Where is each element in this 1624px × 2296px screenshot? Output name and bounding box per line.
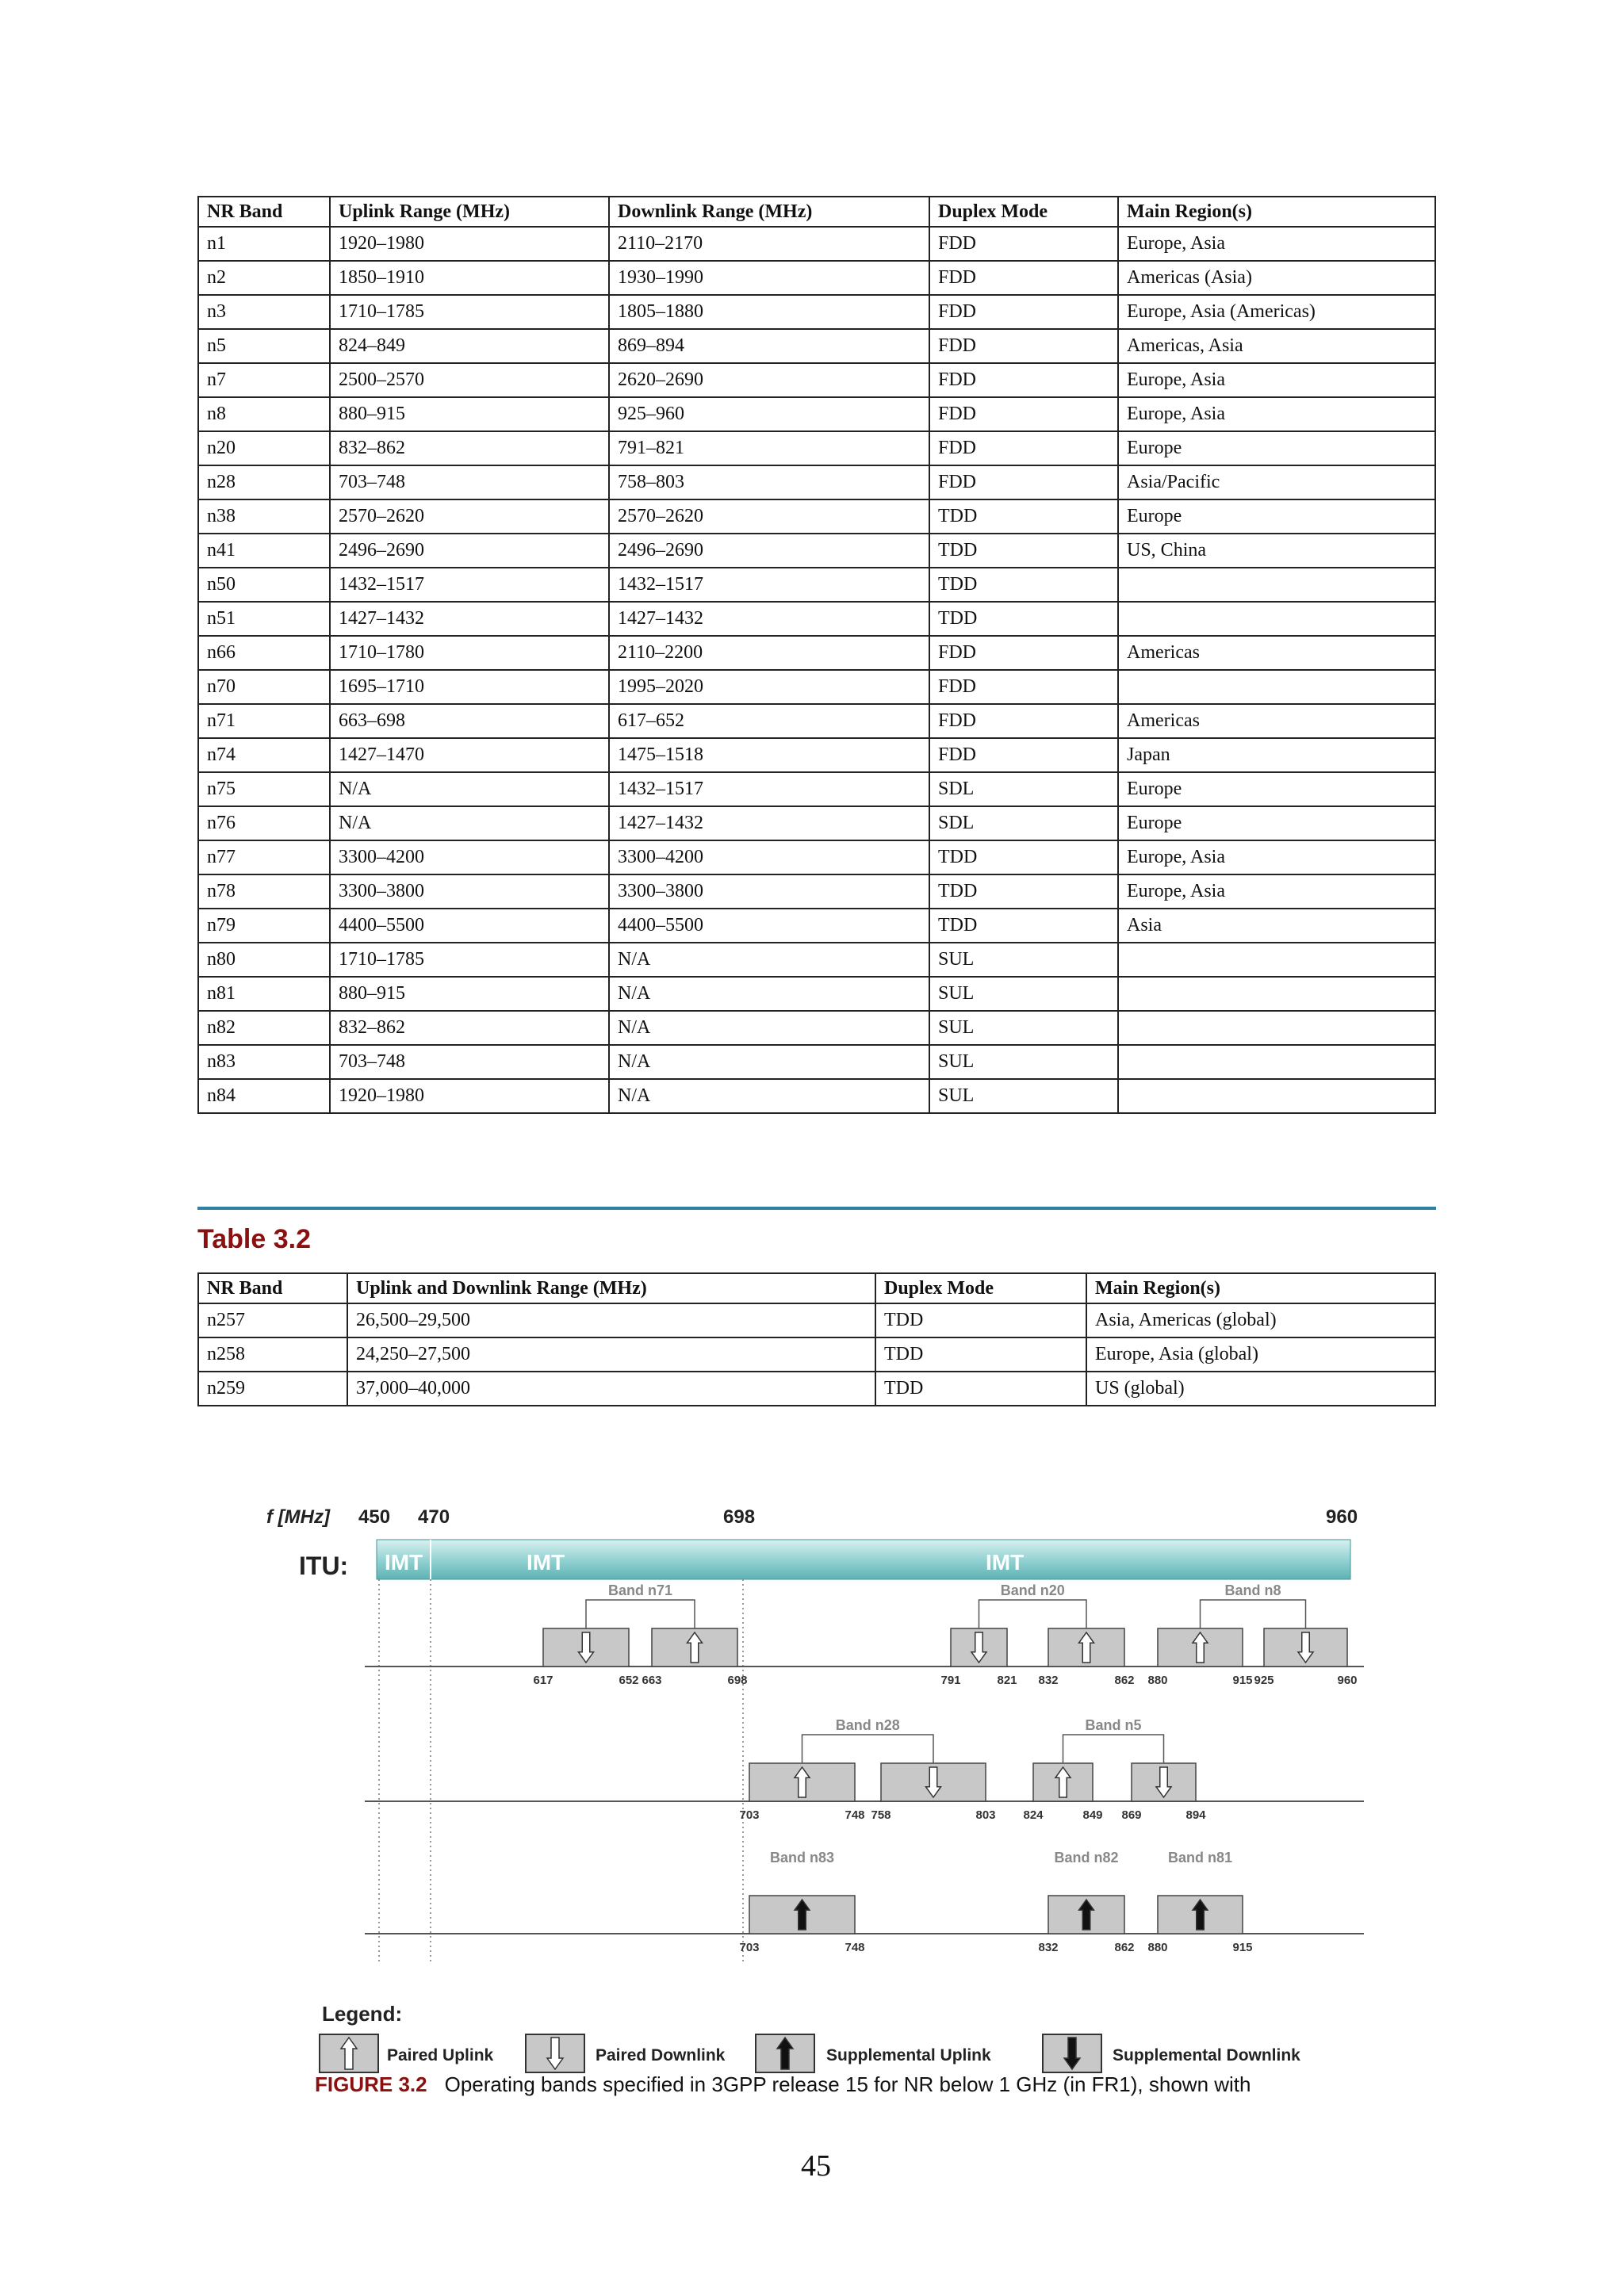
- col-header: Downlink Range (MHz): [609, 197, 929, 227]
- table-cell: Japan: [1118, 738, 1435, 772]
- table-cell: Asia: [1118, 909, 1435, 943]
- freq-tick-label: 915: [1232, 1941, 1253, 1954]
- col-header: Duplex Mode: [929, 197, 1118, 227]
- table-row: [198, 363, 1435, 397]
- col-header: Uplink Range (MHz): [330, 197, 609, 227]
- table-cell: 1710–1785: [330, 943, 609, 977]
- table-cell: 1710–1785: [330, 295, 609, 329]
- freq-tick-label: 821: [997, 1674, 1017, 1687]
- table-cell: FDD: [929, 670, 1118, 704]
- table-row: [198, 1372, 1435, 1406]
- band-bracket: [586, 1600, 695, 1628]
- table-cell: Europe, Asia: [1118, 840, 1435, 874]
- table-cell: Americas: [1118, 704, 1435, 738]
- legend-label: Supplemental Downlink: [1113, 2046, 1300, 2064]
- table-cell: Europe: [1118, 499, 1435, 534]
- table-row: [198, 465, 1435, 499]
- table-cell: n20: [198, 431, 330, 465]
- table-cell: n77: [198, 840, 330, 874]
- table-cell: 2500–2570: [330, 363, 609, 397]
- table-cell: 1695–1710: [330, 670, 609, 704]
- table-cell: FDD: [929, 227, 1118, 261]
- table-cell: 1805–1880: [609, 295, 929, 329]
- table-cell: [1118, 1045, 1435, 1079]
- table-row: [198, 431, 1435, 465]
- table-cell: 4400–5500: [609, 909, 929, 943]
- imt-label: IMT: [986, 1550, 1025, 1575]
- table-cell: SDL: [929, 772, 1118, 806]
- table-cell: Europe: [1118, 772, 1435, 806]
- band-group: [749, 1850, 855, 1934]
- table-cell: 703–748: [330, 1045, 609, 1079]
- table-cell: Europe: [1118, 431, 1435, 465]
- table-cell: TDD: [929, 534, 1118, 568]
- freq-tick-label: 849: [1082, 1808, 1103, 1822]
- table-row: [198, 704, 1435, 738]
- table-cell: n70: [198, 670, 330, 704]
- table-cell: 880–915: [330, 977, 609, 1011]
- table-cell: 703–748: [330, 465, 609, 499]
- table-cell: n2: [198, 261, 330, 295]
- freq-tick-label: 824: [1023, 1808, 1044, 1822]
- table-cell: 26,500–29,500: [347, 1303, 875, 1337]
- table-cell: 3300–3800: [609, 874, 929, 909]
- table-cell: n79: [198, 909, 330, 943]
- band-label: Band n81: [1167, 1850, 1233, 1866]
- table-cell: N/A: [609, 1045, 929, 1079]
- table-row: [198, 1303, 1435, 1337]
- table-row: [198, 806, 1435, 840]
- table-cell: n81: [198, 977, 330, 1011]
- table-cell: n75: [198, 772, 330, 806]
- table-cell: n82: [198, 1011, 330, 1045]
- freq-tick-label: 832: [1038, 1941, 1059, 1954]
- table-cell: Europe, Asia (global): [1086, 1337, 1435, 1372]
- freq-tick-label: 748: [845, 1808, 865, 1822]
- band-label: Band n8: [1224, 1582, 1281, 1598]
- table-cell: 1475–1518: [609, 738, 929, 772]
- table-cell: Europe, Asia: [1118, 227, 1435, 261]
- table-cell: Europe, Asia: [1118, 363, 1435, 397]
- freq-tick-label: 698: [727, 1674, 748, 1687]
- table-cell: n258: [198, 1337, 347, 1372]
- freq-tick-label: 894: [1185, 1808, 1206, 1822]
- table-cell: 2620–2690: [609, 363, 929, 397]
- table-cell: Asia/Pacific: [1118, 465, 1435, 499]
- table-cell: US, China: [1118, 534, 1435, 568]
- table-row: [198, 499, 1435, 534]
- top-tick-label: 960: [1326, 1506, 1358, 1528]
- table-cell: 869–894: [609, 329, 929, 363]
- table-cell: n78: [198, 874, 330, 909]
- table-row: [198, 227, 1435, 261]
- imt-label: IMT: [385, 1550, 423, 1575]
- table-cell: n66: [198, 636, 330, 670]
- table-header-row: [198, 197, 1435, 227]
- table-cell: 824–849: [330, 329, 609, 363]
- table-cell: n259: [198, 1372, 347, 1406]
- freq-tick-label: 880: [1147, 1941, 1168, 1954]
- table-cell: n76: [198, 806, 330, 840]
- band-diagram: [0, 1490, 1624, 2093]
- table-cell: FDD: [929, 431, 1118, 465]
- band-group: [1158, 1582, 1347, 1667]
- band-group: [951, 1582, 1124, 1667]
- table-cell: US (global): [1086, 1372, 1435, 1406]
- table-row: [198, 261, 1435, 295]
- table-cell: N/A: [330, 772, 609, 806]
- table-cell: SUL: [929, 1011, 1118, 1045]
- table-cell: 1427–1432: [330, 602, 609, 636]
- table-caption-text: Table 3.2: [197, 1224, 311, 1254]
- legend-label: Supplemental Uplink: [826, 2046, 991, 2064]
- table-cell: FDD: [929, 704, 1118, 738]
- col-header: Main Region(s): [1118, 197, 1435, 227]
- table-row: [198, 397, 1435, 431]
- table-cell: 832–862: [330, 431, 609, 465]
- band-label: Band n20: [1000, 1582, 1065, 1598]
- top-tick-label: 698: [723, 1506, 756, 1528]
- table-row: [198, 602, 1435, 636]
- table-cell: 1850–1910: [330, 261, 609, 295]
- table-cell: [1118, 943, 1435, 977]
- col-header: Uplink and Downlink Range (MHz): [347, 1273, 875, 1303]
- table-cell: N/A: [609, 1011, 929, 1045]
- table-cell: 832–862: [330, 1011, 609, 1045]
- table-cell: FDD: [929, 295, 1118, 329]
- table-cell: SUL: [929, 1045, 1118, 1079]
- table-cell: n28: [198, 465, 330, 499]
- col-header: Duplex Mode: [875, 1273, 1086, 1303]
- table-cell: 2570–2620: [609, 499, 929, 534]
- table-row: [198, 1011, 1435, 1045]
- table-cell: Europe: [1118, 806, 1435, 840]
- band-group: [1048, 1850, 1124, 1934]
- table-cell: Americas: [1118, 636, 1435, 670]
- legend-item: [320, 2034, 494, 2072]
- table-cell: TDD: [929, 568, 1118, 602]
- table-cell: n257: [198, 1303, 347, 1337]
- table-cell: FDD: [929, 636, 1118, 670]
- table-cell: 1427–1470: [330, 738, 609, 772]
- table-cell: N/A: [609, 977, 929, 1011]
- table-row: [198, 295, 1435, 329]
- table-cell: Asia, Americas (global): [1086, 1303, 1435, 1337]
- table-cell: 3300–4200: [609, 840, 929, 874]
- band-bracket: [979, 1600, 1087, 1628]
- table-cell: 2110–2200: [609, 636, 929, 670]
- table-cell: 1920–1980: [330, 1079, 609, 1113]
- freq-tick-label: 663: [642, 1674, 662, 1687]
- table-cell: 24,250–27,500: [347, 1337, 875, 1372]
- table-cell: n38: [198, 499, 330, 534]
- band-row: [365, 1717, 1364, 1822]
- table-cell: FDD: [929, 329, 1118, 363]
- table-cell: N/A: [609, 1079, 929, 1113]
- freq-tick-label: 832: [1038, 1674, 1059, 1687]
- table-row: [198, 874, 1435, 909]
- band-label: Band n5: [1085, 1717, 1142, 1733]
- top-tick-label: 450: [358, 1506, 391, 1528]
- legend-item: [1043, 2034, 1300, 2072]
- table-row: [198, 840, 1435, 874]
- freq-tick-label: 617: [533, 1674, 553, 1687]
- table-cell: 2496–2690: [609, 534, 929, 568]
- table-cell: FDD: [929, 397, 1118, 431]
- table-cell: 791–821: [609, 431, 929, 465]
- table-row: [198, 568, 1435, 602]
- table-cell: 1432–1517: [609, 772, 929, 806]
- table-cell: TDD: [929, 602, 1118, 636]
- top-tick-label: 470: [418, 1506, 450, 1528]
- table-cell: 1427–1432: [609, 602, 929, 636]
- table-cell: 925–960: [609, 397, 929, 431]
- table-row: [198, 1079, 1435, 1113]
- table-cell: 2110–2170: [609, 227, 929, 261]
- table-cell: TDD: [875, 1372, 1086, 1406]
- freq-axis-label: f [MHz]: [266, 1506, 330, 1528]
- table-cell: 3300–4200: [330, 840, 609, 874]
- imt-label: IMT: [527, 1550, 565, 1575]
- table-caption: [197, 1207, 1436, 1265]
- freq-tick-label: 862: [1114, 1941, 1135, 1954]
- band-row: [365, 1850, 1364, 1954]
- table-cell: 617–652: [609, 704, 929, 738]
- col-header: NR Band: [198, 1273, 347, 1303]
- table-cell: FDD: [929, 363, 1118, 397]
- table-cell: 3300–3800: [330, 874, 609, 909]
- table-cell: 1710–1780: [330, 636, 609, 670]
- freq-tick-label: 748: [845, 1941, 865, 1954]
- table-cell: n5: [198, 329, 330, 363]
- legend-label: Paired Uplink: [387, 2046, 494, 2064]
- table-cell: 663–698: [330, 704, 609, 738]
- table-row: [198, 329, 1435, 363]
- table-cell: n51: [198, 602, 330, 636]
- band-label: Band n71: [607, 1582, 673, 1598]
- table-cell: 1995–2020: [609, 670, 929, 704]
- table-cell: TDD: [929, 840, 1118, 874]
- table-cell: Europe, Asia: [1118, 397, 1435, 431]
- table-cell: n7: [198, 363, 330, 397]
- figure-caption: [315, 2072, 1251, 2097]
- table-row: [198, 534, 1435, 568]
- table-cell: n83: [198, 1045, 330, 1079]
- table-cell: [1118, 670, 1435, 704]
- table-cell: 1432–1517: [330, 568, 609, 602]
- band-bracket: [1201, 1600, 1306, 1628]
- table-cell: n84: [198, 1079, 330, 1113]
- table-cell: 1427–1432: [609, 806, 929, 840]
- col-header: NR Band: [198, 197, 330, 227]
- table-cell: n1: [198, 227, 330, 261]
- freq-tick-label: 869: [1121, 1808, 1142, 1822]
- band-label: Band n28: [835, 1717, 900, 1733]
- table-cell: n74: [198, 738, 330, 772]
- freq-tick-label: 862: [1114, 1674, 1135, 1687]
- table-row: [198, 977, 1435, 1011]
- freq-tick-label: 758: [871, 1808, 891, 1822]
- band-bracket: [802, 1735, 934, 1763]
- table-cell: TDD: [929, 499, 1118, 534]
- table-cell: n3: [198, 295, 330, 329]
- freq-tick-label: 925: [1254, 1674, 1274, 1687]
- table-cell: n71: [198, 704, 330, 738]
- freq-tick-label: 703: [739, 1808, 760, 1822]
- table-row: [198, 772, 1435, 806]
- band-group: [1033, 1717, 1196, 1801]
- freq-tick-label: 915: [1232, 1674, 1253, 1687]
- table-cell: n80: [198, 943, 330, 977]
- band-group: [749, 1717, 986, 1801]
- figure-caption-label: FIGURE 3.2: [315, 2072, 427, 2096]
- table-cell: [1118, 568, 1435, 602]
- legend-item: [756, 2034, 991, 2072]
- table-cell: N/A: [330, 806, 609, 840]
- page-number: 45: [801, 2149, 831, 2183]
- table-row: [198, 670, 1435, 704]
- freq-tick-label: 880: [1147, 1674, 1168, 1687]
- table-cell: n8: [198, 397, 330, 431]
- table-cell: 2570–2620: [330, 499, 609, 534]
- table-cell: [1118, 977, 1435, 1011]
- table-header-row: [198, 1273, 1435, 1303]
- table-row: [198, 909, 1435, 943]
- table-cell: n41: [198, 534, 330, 568]
- table-cell: 1930–1990: [609, 261, 929, 295]
- table-cell: Europe, Asia (Americas): [1118, 295, 1435, 329]
- table-cell: SUL: [929, 977, 1118, 1011]
- table-cell: 1432–1517: [609, 568, 929, 602]
- table-cell: TDD: [875, 1337, 1086, 1372]
- freq-tick-label: 791: [940, 1674, 961, 1687]
- table-cell: Americas, Asia: [1118, 329, 1435, 363]
- band-label: Band n82: [1054, 1850, 1119, 1866]
- freq-tick-label: 703: [739, 1941, 760, 1954]
- band-bracket: [1063, 1735, 1164, 1763]
- table-cell: 4400–5500: [330, 909, 609, 943]
- table-cell: TDD: [929, 909, 1118, 943]
- legend-title: Legend:: [322, 2002, 403, 2026]
- table-cell: Americas (Asia): [1118, 261, 1435, 295]
- table-cell: Europe, Asia: [1118, 874, 1435, 909]
- freq-tick-label: 652: [619, 1674, 639, 1687]
- col-header: Main Region(s): [1086, 1273, 1435, 1303]
- band-label: Band n83: [769, 1850, 835, 1866]
- band-group: [543, 1582, 737, 1667]
- table-cell: [1118, 602, 1435, 636]
- band-table-fr2: [197, 1272, 1436, 1406]
- legend-item: [526, 2034, 726, 2072]
- band-table-fr1: [197, 196, 1436, 1114]
- imt-bar: [377, 1540, 1350, 1579]
- table-cell: 758–803: [609, 465, 929, 499]
- band-row: [365, 1582, 1364, 1687]
- table-cell: SDL: [929, 806, 1118, 840]
- table-cell: N/A: [609, 943, 929, 977]
- freq-tick-label: 960: [1337, 1674, 1358, 1687]
- table-cell: [1118, 1011, 1435, 1045]
- table-cell: 37,000–40,000: [347, 1372, 875, 1406]
- table-cell: 2496–2690: [330, 534, 609, 568]
- table-cell: n50: [198, 568, 330, 602]
- table-cell: FDD: [929, 738, 1118, 772]
- table-cell: [1118, 1079, 1435, 1113]
- table-cell: 1920–1980: [330, 227, 609, 261]
- table-cell: FDD: [929, 261, 1118, 295]
- table-cell: 880–915: [330, 397, 609, 431]
- table-row: [198, 1045, 1435, 1079]
- table-row: [198, 943, 1435, 977]
- table-cell: FDD: [929, 465, 1118, 499]
- table-cell: SUL: [929, 943, 1118, 977]
- legend-label: Paired Downlink: [596, 2046, 726, 2064]
- band-group: [1158, 1850, 1243, 1934]
- freq-tick-label: 803: [975, 1808, 996, 1822]
- table-cell: SUL: [929, 1079, 1118, 1113]
- table-row: [198, 636, 1435, 670]
- itu-label: ITU:: [299, 1552, 349, 1580]
- table-row: [198, 738, 1435, 772]
- table-cell: TDD: [875, 1303, 1086, 1337]
- figure-caption-text: Operating bands specified in 3GPP release 15 for NR below 1 GHz (in FR1), shown with: [444, 2072, 1251, 2096]
- table-cell: TDD: [929, 874, 1118, 909]
- table-row: [198, 1337, 1435, 1372]
